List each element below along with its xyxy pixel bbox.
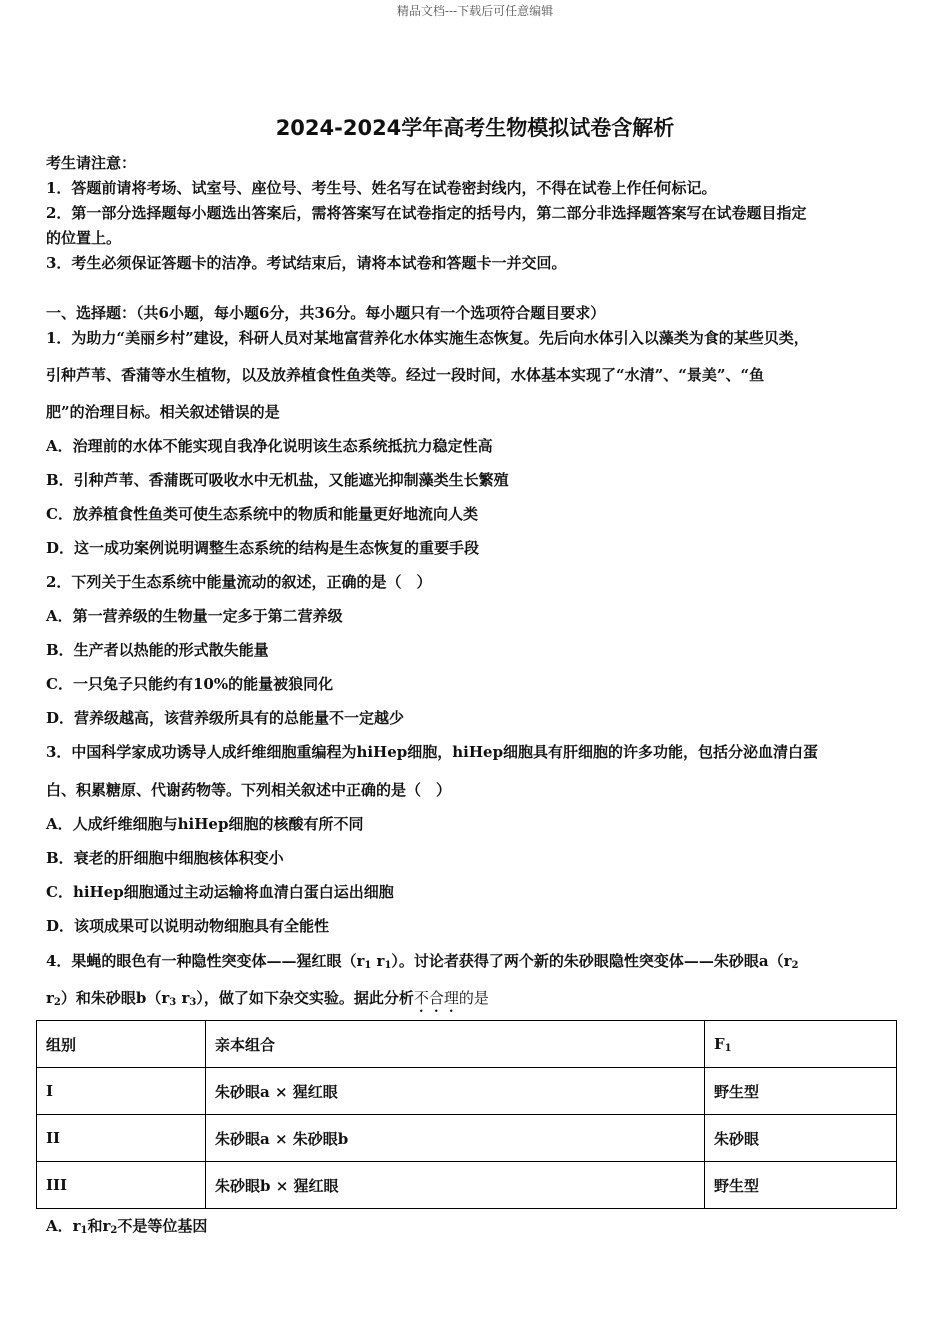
notice-item: 的位置上。 — [46, 229, 122, 247]
q3-stem: 3．中国科学家成功诱导人成纤维细胞重编程为hiHep细胞，hiHep细胞具有肝细胞的许多功能，包括分泌血清白蛋 — [46, 743, 819, 761]
q4-stem-line1: 4．果蝇的眼色有一种隐性突变体——猩红眼（$r_1$ $r_1$）。讨论者获得了两个新的朱砂眼隐性突变体——朱砂眼$a(r_2$ — [46, 952, 799, 971]
notice-item: 2．第一部分选择题每小题选出答案后，需将答案写在试卷指定的括号内，第二部分非选择题答案写在试卷题目指定 — [46, 204, 807, 222]
table-header-cell: 组别 — [37, 1021, 206, 1068]
q1-stem: 引种芦苇、香蒲等水生植物，以及放养植食性鱼类等。经过一段时间，水体基本实现了“水清”、“景美”、“鱼 — [46, 366, 765, 384]
q1-stem: 1．为助力“美丽乡村”建设，科研人员对某地富营养化水体实施生态恢复。先后向水体引入以藻类为食的某些贝类， — [46, 329, 809, 347]
table-cell: 野生型 — [705, 1068, 897, 1115]
q1-stem: 肥”的治理目标。相关叙述错误的是 — [46, 403, 280, 421]
q3-stem: 白、积累糖原、代谢药物等。下列相关叙述中正确的是（ ） — [46, 781, 452, 799]
emphasis-text: 不合理 — [413, 989, 459, 1007]
page-title: 2024-2024学年高考生物模拟试卷含解析 — [275, 116, 675, 140]
q1-option-c: C．放养植食性鱼类可使生态系统中的物质和能量更好地流向人类 — [46, 505, 478, 523]
table-cell: I — [37, 1068, 206, 1115]
q4-stem-line2: $r_2$）和朱砂眼$b(r_3$ $r_3$），做了如下杂交实验。据此分析不合理的是 — [46, 989, 489, 1008]
table-row — [37, 1068, 897, 1115]
q3-option-a: A．人成纤维细胞与hiHep细胞的核酸有所不同 — [46, 815, 364, 833]
cross-table — [36, 1020, 897, 1209]
q1-option-b: B．引种芦苇、香蒲既可吸收水中无机盐，又能遮光抑制藻类生长繁殖 — [46, 471, 509, 489]
q1-option-a: A．治理前的水体不能实现自我净化说明该生态系统抵抗力稳定性高 — [46, 437, 493, 455]
q2-option-d: D．营养级越高，该营养级所具有的总能量不一定越少 — [46, 709, 405, 727]
table-row — [37, 1115, 897, 1162]
q3-option-c: C．hiHep细胞通过主动运输将血清白蛋白运出细胞 — [46, 883, 394, 901]
notice-heading: 考生请注意： — [46, 154, 137, 172]
q3-option-d: D．该项成果可以说明动物细胞具有全能性 — [46, 917, 330, 935]
page-header: 精品文档---下载后可任意编辑 — [396, 4, 554, 18]
q3-option-b: B．衰老的肝细胞中细胞核体积变小 — [46, 849, 284, 867]
table-cell: 朱砂眼a × 朱砂眼b — [206, 1115, 705, 1162]
notice-item: 3．考生必须保证答题卡的洁净。考试结束后，请将本试卷和答题卡一并交回。 — [46, 254, 567, 272]
notice-item: 1．答题前请将考场、试室号、座位号、考生号、姓名写在试卷密封线内，不得在试卷上作任何标记。 — [46, 179, 717, 197]
table-cell: II — [37, 1115, 206, 1162]
table-header-row — [37, 1021, 897, 1068]
q2-option-c: C．一只兔子只能约有10%的能量被狼同化 — [46, 675, 334, 693]
q2-option-a: A．第一营养级的生物量一定多于第二营养级 — [46, 607, 343, 625]
table-row — [37, 1162, 897, 1209]
table-cell: 朱砂眼 — [705, 1115, 897, 1162]
q2-option-b: B．生产者以热能的形式散失能量 — [46, 641, 269, 659]
section-heading: 一、选择题：（共6小题，每小题6分，共36分。每小题只有一个选项符合题目要求） — [46, 304, 606, 322]
q1-option-d: D．这一成功案例说明调整生态系统的结构是生态恢复的重要手段 — [46, 539, 480, 557]
table-cell: III — [37, 1162, 206, 1209]
table-cell: 野生型 — [705, 1162, 897, 1209]
table-cell: 朱砂眼b × 猩红眼 — [206, 1162, 705, 1209]
table-header-cell: $F_1$ — [705, 1021, 897, 1068]
q4-option-a: A．$r_1$和$r_2$不是等位基因 — [46, 1217, 208, 1236]
q2-stem: 2．下列关于生态系统中能量流动的叙述，正确的是（ ） — [46, 573, 432, 591]
table-cell: 朱砂眼a × 猩红眼 — [206, 1068, 705, 1115]
table-header-cell: 亲本组合 — [206, 1021, 705, 1068]
